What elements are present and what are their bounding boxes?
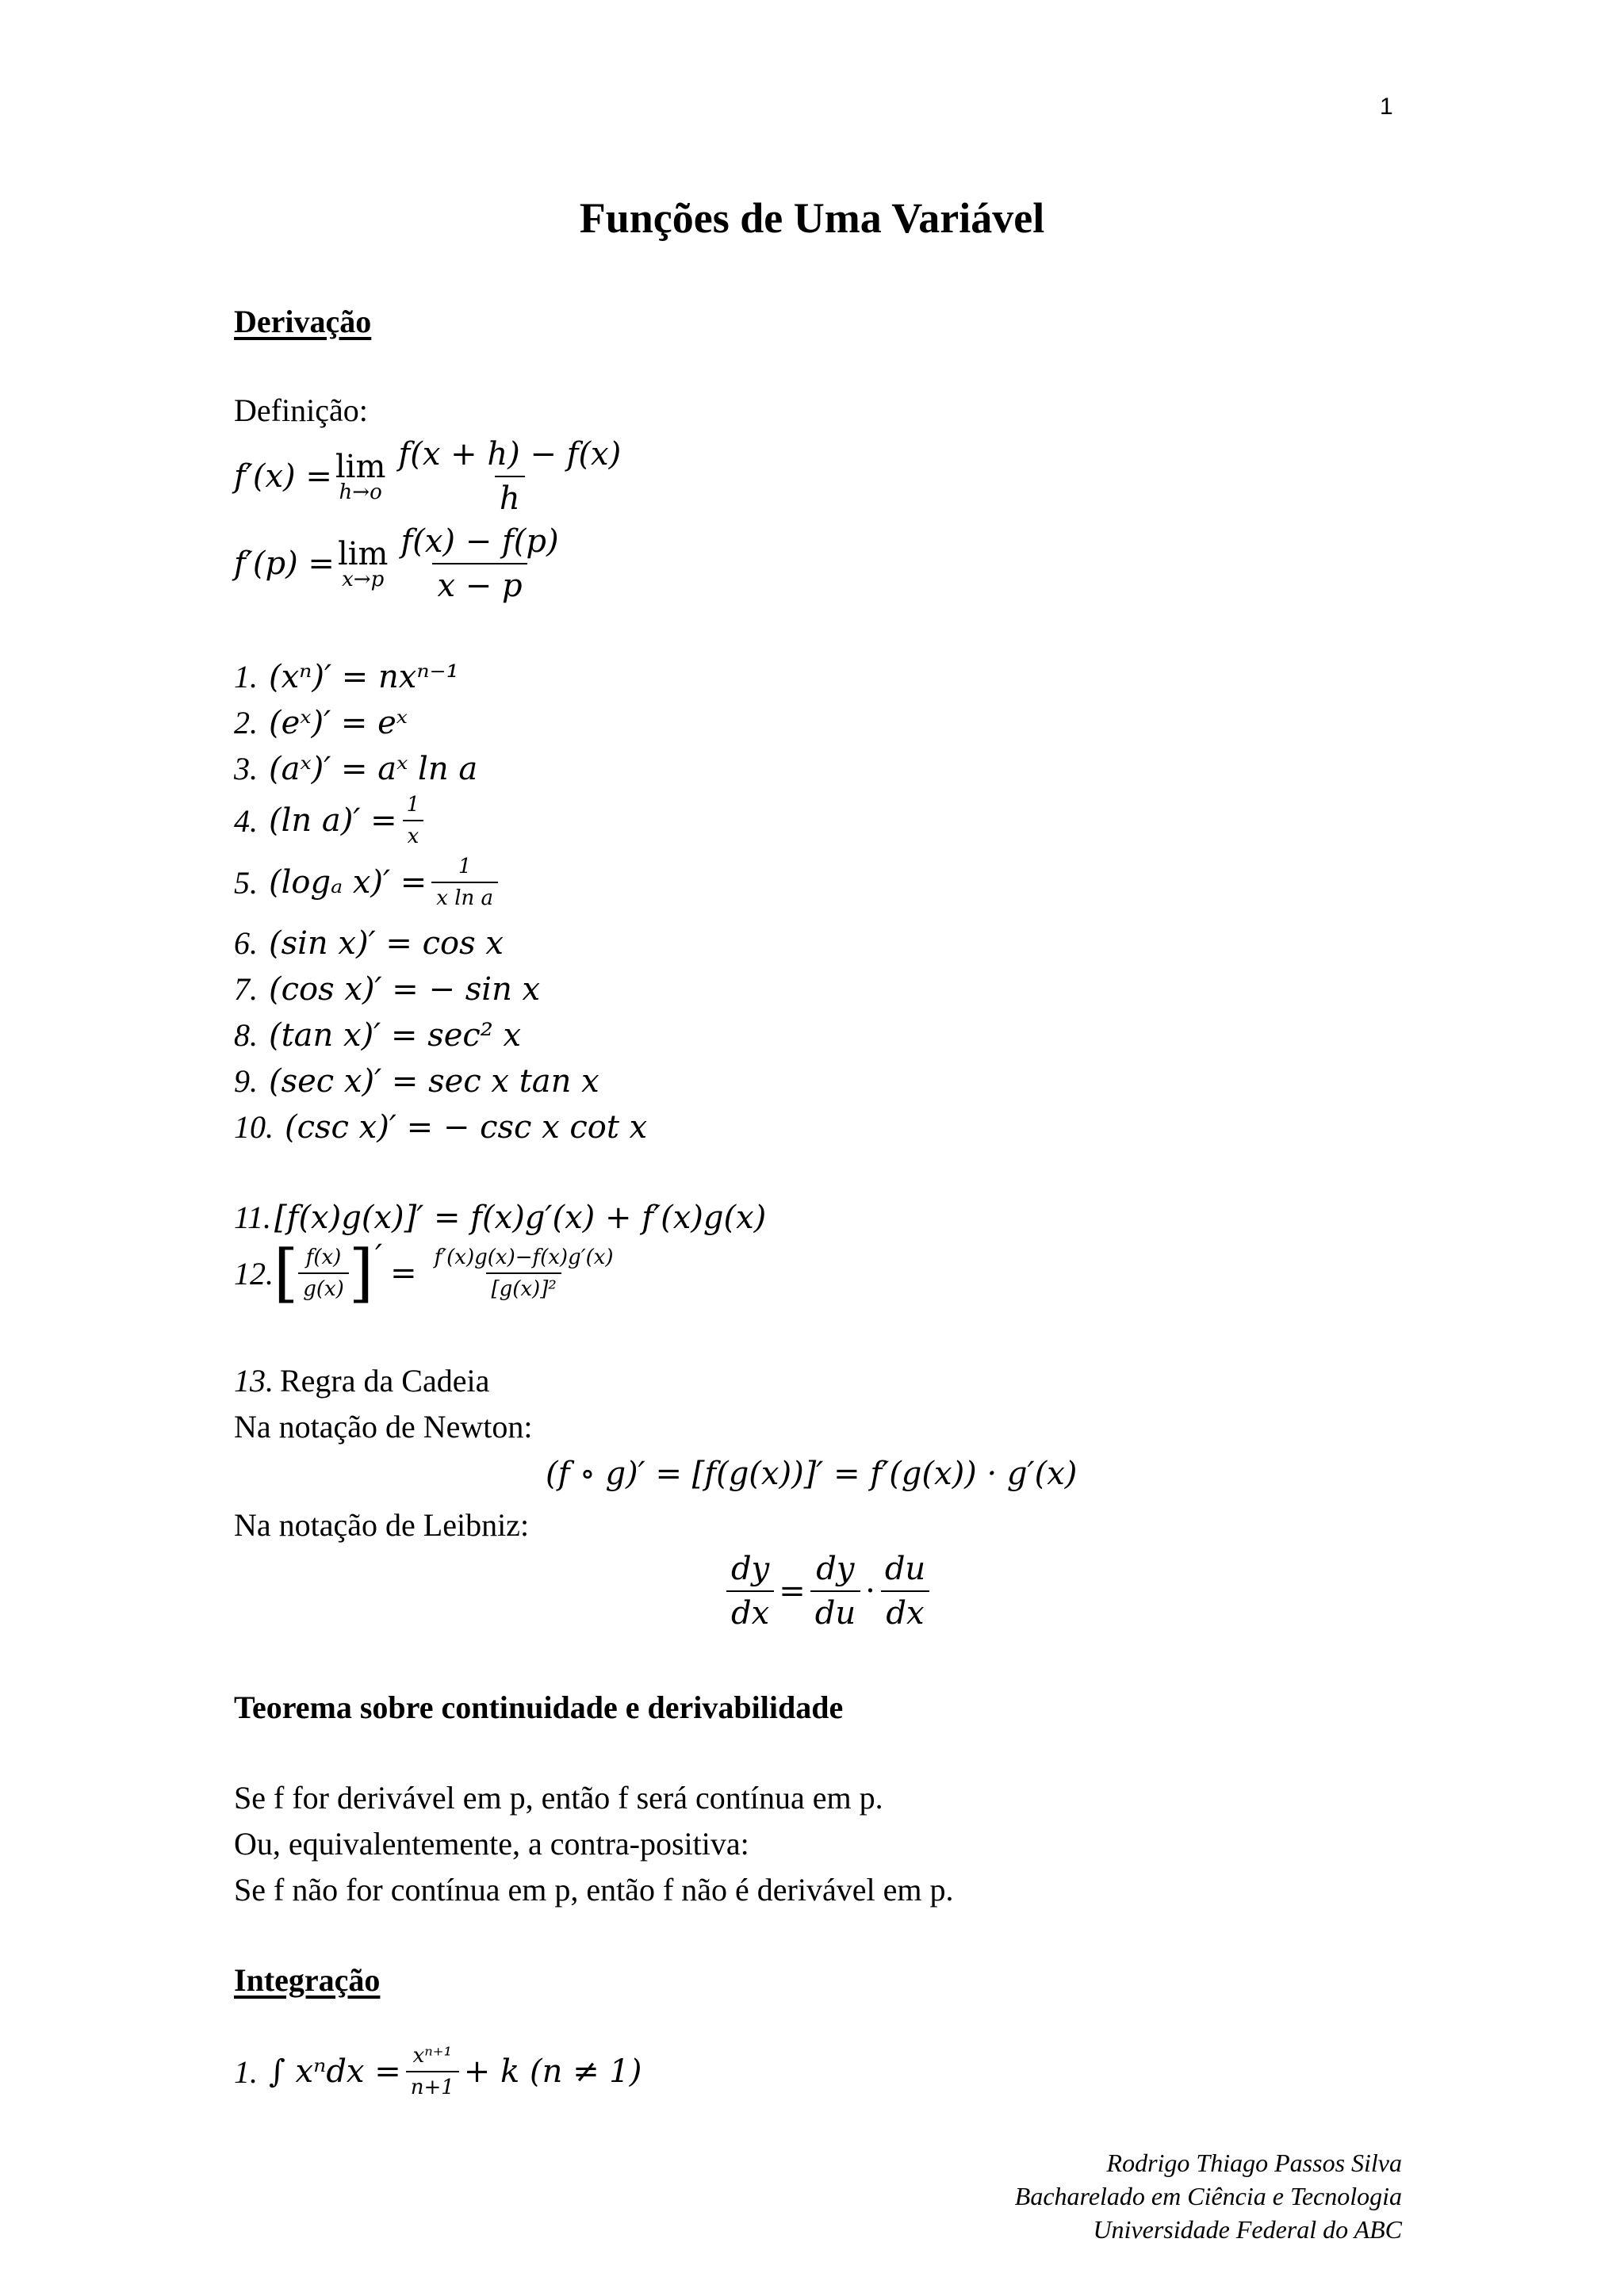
teorema-line-3: Se f não for contínua em p, então f não é derivável em p. bbox=[234, 1872, 954, 1908]
teorema-line-2: Ou, equivalentemente, a contra-positiva: bbox=[234, 1826, 749, 1862]
rule-3: 3. (aˣ)′ = aˣ ln a bbox=[234, 750, 478, 787]
section-heading-teorema: Teorema sobre continuidade e derivabilidade bbox=[234, 1689, 844, 1725]
rule-12-fraction: $\frac{f'(x)g(x)-f(x)g'(x)}{\text{[g(x)]²}}$ bbox=[434, 1246, 614, 1301]
rule-13: 13. Regra da Cadeia bbox=[234, 1363, 490, 1399]
definition-label: Definição: bbox=[234, 392, 368, 428]
rule-4: 4. (ln a)′ = $\frac{1}{x}$ bbox=[234, 793, 429, 848]
right-bracket: ] bbox=[348, 1236, 374, 1310]
section-heading-derivacao: Derivação bbox=[234, 304, 372, 339]
def2-lhs: f′(p) = bbox=[234, 545, 335, 582]
teorema-line-1: Se f for derivável em p, então f será contínua em p. bbox=[234, 1780, 883, 1816]
integral-rule-1: 1. ∫ xⁿdx = $\frac{\text{xⁿ⁺¹}}{n+1}$ + k (n ≠ 1) bbox=[234, 2044, 642, 2099]
leibniz-fraction-2: $\frac{dy}{du}$ bbox=[810, 1551, 860, 1632]
definition-formula-1 bbox=[234, 436, 630, 517]
rule-4-fraction: $\frac{1}{x}$ bbox=[402, 793, 425, 848]
rule-9: 9. (sec x)′ = sec x tan x bbox=[234, 1062, 599, 1100]
def1-fraction: $\frac{f(x + h) - f(x)}{h}$ bbox=[398, 436, 622, 517]
newton-label: Na notação de Newton: bbox=[234, 1409, 533, 1445]
leibniz-fraction-3: $\frac{du}{dx}$ bbox=[880, 1551, 930, 1632]
leibniz-formula: $\frac{dy}{dx}$ = $\frac{dy}{du}$ · $\frac{du}{dx}$ bbox=[722, 1551, 935, 1632]
def1-limit: lim h→o bbox=[335, 449, 386, 504]
rule-12-inner-fraction: $\frac{f(x)}{g(x)}$ bbox=[298, 1246, 349, 1301]
footer-university: Universidade Federal do ABC bbox=[1093, 2215, 1402, 2244]
def2-limit: lim x→p bbox=[337, 536, 389, 591]
rule-6: 6. (sin x)′ = cos x bbox=[234, 924, 504, 962]
leibniz-label: Na notação de Leibniz: bbox=[234, 1507, 530, 1543]
footer-course: Bacharelado em Ciência e Tecnologia bbox=[1014, 2182, 1402, 2210]
rule-5: 5. (logₐ x)′ = $\frac{1}{\text{x ln a}}$ bbox=[234, 855, 503, 910]
def2-fraction: $\frac{f(x) - f(p)}{x - p}$ bbox=[400, 523, 559, 604]
def1-lhs: f′(x) = bbox=[234, 458, 332, 495]
rule-11: 11. [f(x)g(x)]′ = f(x)g′(x) + f′(x)g(x) bbox=[234, 1199, 767, 1236]
page-title: Funções de Uma Variável bbox=[579, 194, 1045, 242]
footer-author: Rodrigo Thiago Passos Silva bbox=[1106, 2149, 1402, 2177]
rule-5-fraction: $\frac{1}{\text{x ln a}}$ bbox=[431, 855, 498, 910]
rule-8: 8. (tan x)′ = sec² x bbox=[234, 1016, 522, 1054]
page-number: 1 bbox=[1380, 94, 1393, 120]
rule-1: 1. (xⁿ)′ = nxⁿ⁻¹ bbox=[234, 658, 459, 695]
left-bracket: [ bbox=[274, 1236, 299, 1310]
newton-formula: (f ∘ g)′ = [f(g(x))]′ = f′(g(x)) · g′(x) bbox=[546, 1456, 1078, 1492]
rule-10: 10. (csc x)′ = − csc x cot x bbox=[234, 1108, 648, 1146]
rule-12: 12. [ $\frac{f(x)}{g(x)}$ ] ′ = $\frac{f'(x)g(x)-f(x)g'(x)}{\text{[g(x)]²}}$ bbox=[234, 1242, 623, 1305]
integral-rule-1-fraction: $\frac{\text{xⁿ⁺¹}}{n+1}$ bbox=[406, 2044, 459, 2099]
rule-7: 7. (cos x)′ = − sin x bbox=[234, 970, 541, 1008]
rule-2: 2. (eˣ)′ = eˣ bbox=[234, 704, 408, 741]
leibniz-fraction-1: $\frac{dy}{dx}$ bbox=[726, 1551, 774, 1632]
definition-formula-2 bbox=[234, 523, 569, 604]
section-heading-integracao: Integração bbox=[234, 1962, 381, 1998]
